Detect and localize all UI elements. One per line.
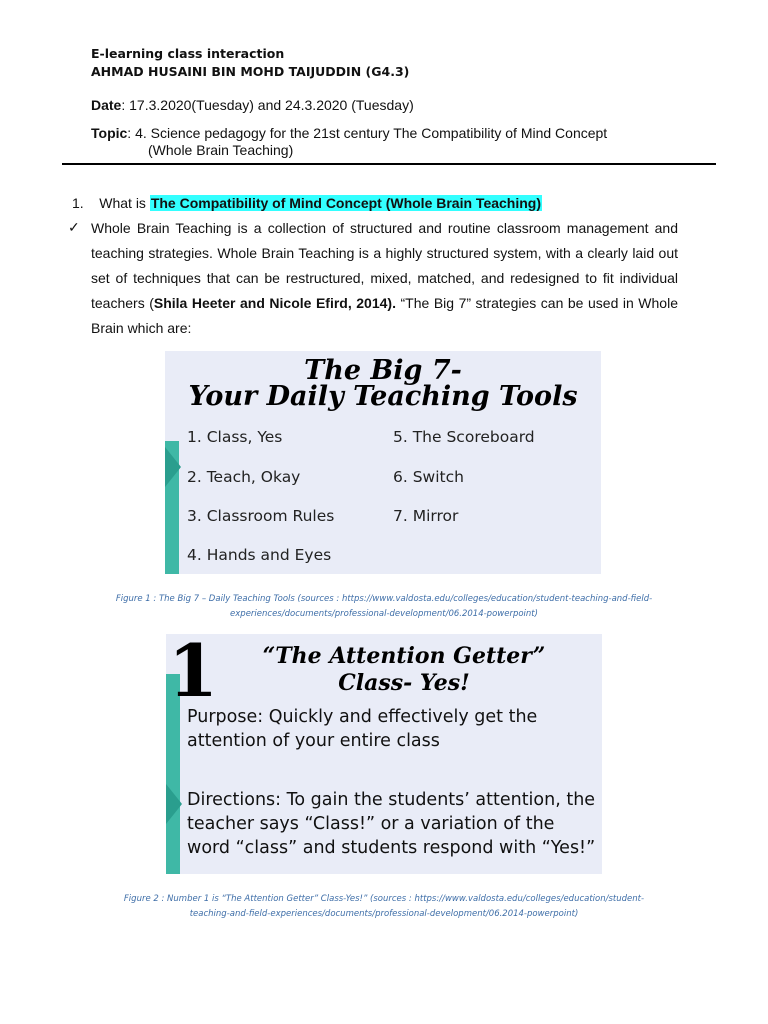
figure-2-title-line1: “The Attention Getter”: [262, 643, 546, 669]
topic-label: Topic: [91, 125, 128, 141]
tool-item: 7. Mirror: [393, 507, 459, 525]
figure-1-title-line1: The Big 7-: [304, 355, 462, 386]
figure-2-title-line2: Class- Yes!: [338, 670, 470, 696]
decorative-triangle: [165, 447, 181, 487]
tool-item: 2. Teach, Okay: [187, 468, 301, 486]
figure-2-caption: [80, 892, 688, 922]
tool-item: 5. The Scoreboard: [393, 428, 535, 446]
course-title: E-learning class interaction: [91, 46, 285, 61]
tool-item: 3. Classroom Rules: [187, 507, 335, 525]
answer-text-1: Whole Brain Teaching is a collection of structured and routine classroom management and teaching strategies. Whole Brain Teaching is a highly structured system, with a clearly laid out set of techniques that can be restructured, mixed, matched, and redesigned to fit individual teachers (: [91, 220, 678, 311]
figure-1-caption: [80, 592, 688, 622]
slide-number: 1: [168, 634, 219, 713]
tool-item: 6. Switch: [393, 468, 464, 486]
tool-item: 1. Class, Yes: [187, 428, 283, 446]
check-icon: ✓: [68, 219, 80, 235]
topic-value: : 4. Science pedagogy for the 21st century The Compatibility of Mind Concept: [127, 125, 608, 141]
figure-2-image: [166, 634, 602, 874]
answer-text-2: “The Big 7” strategies can be used in Whole Brain which are:: [91, 295, 678, 336]
caption-line: experiences/documents/professional-development/06.2014-powerpoint): [230, 609, 538, 619]
date-line: [91, 97, 414, 113]
decorative-triangle: [166, 784, 182, 824]
caption-line: teaching-and-field-experiences/documents/professional-development/06.2014-powerpoint): [189, 909, 579, 919]
figure-1-image: [165, 351, 601, 574]
topic-continuation: (Whole Brain Teaching): [148, 142, 294, 158]
student-name: AHMAD HUSAINI BIN MOHD TAIJUDDIN (G4.3): [91, 64, 410, 79]
question-number: 1.: [72, 195, 84, 211]
tool-item: 4. Hands and Eyes: [187, 546, 332, 564]
figure-1-title-line2: Your Daily Teaching Tools: [188, 381, 578, 412]
date-value: : 17.3.2020(Tuesday) and 24.3.2020 (Tuesday): [121, 97, 414, 113]
answer-paragraph: [91, 216, 678, 341]
question-1: [72, 195, 542, 211]
caption-line: Figure 2 : Number 1 is “The Attention Getter” Class-Yes!” (sources : https://www.valdosta.edu/colleges/education/student-: [123, 894, 645, 904]
answer-citation: Shila Heeter and Nicole Efird, 2014).: [153, 295, 396, 311]
header-divider: [62, 163, 716, 165]
date-label: Date: [91, 97, 122, 113]
directions-text: Directions: To gain the students’ attention, the teacher says “Class!” or a variation of the word “class” and students respond with “Yes!”: [187, 790, 596, 858]
topic-line: [91, 125, 607, 141]
caption-line: Figure 1 : The Big 7 – Daily Teaching Tools (sources : https://www.valdosta.edu/colleges/education/student-teaching-and-field-: [115, 594, 653, 604]
question-prefix: What is: [99, 195, 146, 211]
question-highlight: The Compatibility of Mind Concept (Whole Brain Teaching): [150, 195, 542, 211]
purpose-text: Purpose: Quickly and effectively get the attention of your entire class: [187, 707, 538, 751]
